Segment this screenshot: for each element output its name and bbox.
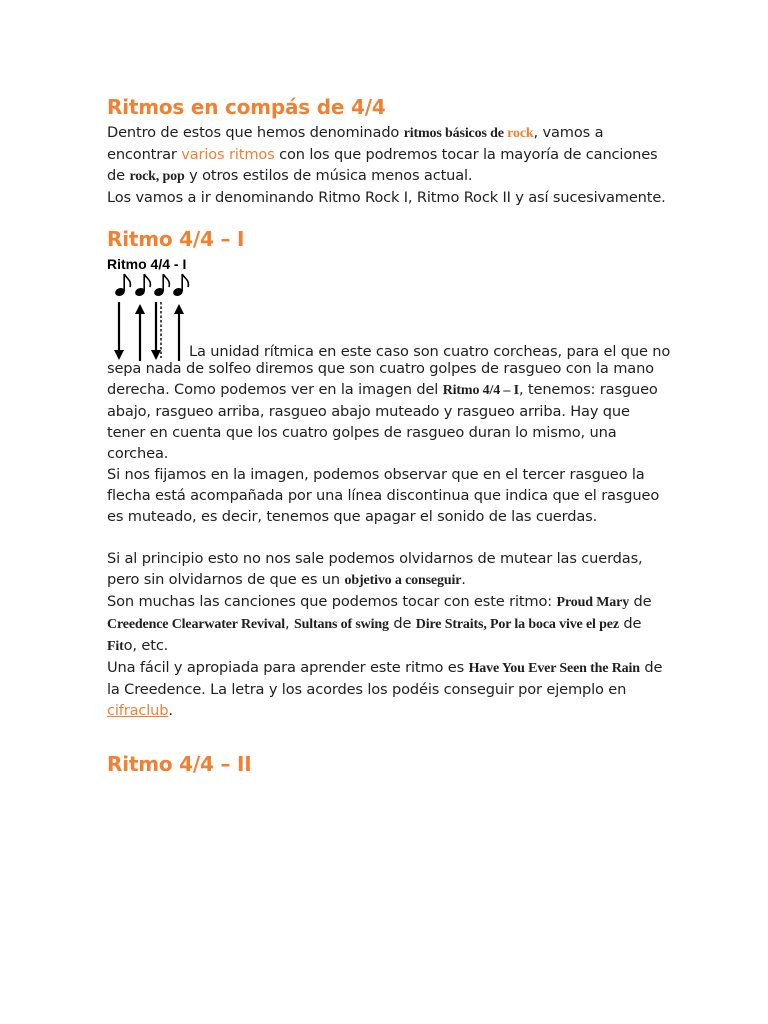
songs-text-g: de: [388, 615, 416, 632]
songs-text-i: ,: [483, 617, 491, 632]
intro-bold-ritmos-basicos: ritmos básicos de: [403, 126, 508, 141]
songs-paragraph: [107, 591, 667, 657]
mute-tip-text-a: Si al principio esto no nos sale podemos olvidarnos de mutear las cuerdas, pero sin olvidarnos de que es un: [107, 550, 643, 588]
mute-tip-bold-goal: objetivo a conseguir: [344, 573, 462, 588]
intro-text-d: , vamos a encontrar: [107, 124, 604, 163]
eighth-note-icon: [114, 274, 130, 297]
artist-creedence: Creedence Clearwater Revival: [107, 617, 285, 632]
songs-text-m: o, etc.: [123, 637, 169, 654]
paragraph-gap: [107, 527, 667, 548]
intro-paragraph: [107, 122, 667, 187]
intro-bold-rock-pop: rock, pop: [129, 169, 185, 184]
rhythm-bold-name: Ritmo 4/4 – I: [442, 383, 519, 398]
arrow-down-icon: [114, 302, 124, 360]
recommendation-text-c: de la Creedence. La letra y los acordes los podéis conseguir por ejemplo en: [107, 659, 663, 698]
eighth-note-icon: [134, 274, 150, 297]
rhythm-text-b: sepa nada de solfeo diremos que son cuatro golpes de rasgueo con la mano derecha. Como podemos ver en la imagen del: [107, 360, 654, 398]
arrow-up-icon: [135, 304, 145, 361]
varios-ritmos-link[interactable]: varios ritmos: [181, 146, 275, 163]
cifraclub-link[interactable]: cifraclub: [107, 702, 169, 719]
recommendation-text-d: .: [168, 702, 173, 719]
songs-text-k: de: [618, 615, 642, 632]
strum-pattern-diagram: [111, 272, 191, 364]
rhythm-paragraph: [107, 358, 667, 464]
rhythm-figure: [107, 256, 671, 360]
rhythm-text-d: , tenemos: rasgueo abajo, rasgueo arriba, rasgueo abajo muteado y rasgueo arriba. Hay que tener en cuenta que los cuatro golpes de rasgueo duran lo mismo, una corchea.: [107, 381, 658, 462]
article: [107, 92, 671, 779]
eighth-note-icon: [172, 274, 188, 297]
eighth-note-icon: [153, 274, 169, 297]
artist-fito: Fit: [107, 639, 124, 654]
song-por-la-boca: Por la boca vive el pez: [490, 617, 619, 632]
intro-text-e: con los que podremos tocar la mayoría de canciones de: [107, 146, 658, 184]
section-title-ritmos-compas: Ritmos en compás de 4/4: [107, 95, 386, 119]
intro-text-a: Dentro de estos que hemos denominado: [107, 124, 404, 141]
songs-text-c: de: [629, 593, 652, 610]
section-title-ritmo-i: Ritmo 4/4 – I: [107, 227, 245, 251]
intro-text-g: y otros estilos de música menos actual.: [184, 167, 473, 184]
recommendation-paragraph: [107, 657, 667, 721]
arrow-up-icon: [174, 304, 184, 361]
muted-explanation-paragraph: Si nos fijamos en la imagen, podemos observar que en el tercer rasgueo la flecha está acompañada por una línea discontinua que indica que el rasgueo es muteado, es decir, tenemos que apagar el sonido de las cuerdas.: [107, 466, 660, 525]
mute-tip-text-c: .: [461, 571, 466, 588]
arrow-down-muted-icon: [151, 302, 161, 360]
song-have-you-ever-seen-the-rain: Have You Ever Seen the Rain: [468, 661, 640, 676]
rhythm-figure-label: Ritmo 4/4 - I: [107, 256, 187, 272]
recommendation-text-a: Una fácil y apropiada para aprender este ritmo es: [107, 659, 469, 676]
intro-paragraph-2: Los vamos a ir denominando Ritmo Rock I, Ritmo Rock II y así sucesivamente.: [107, 189, 666, 206]
songs-text-a: Son muchas las canciones que podemos tocar con este ritmo:: [107, 593, 557, 610]
section-title-ritmo-ii: Ritmo 4/4 – II: [107, 752, 252, 776]
songs-text-e: ,: [285, 615, 294, 632]
artist-dire-straits: Dire Straits: [415, 617, 484, 632]
song-sultans-of-swing: Sultans of swing: [293, 617, 389, 632]
intro-bold-rock: rock: [507, 126, 534, 141]
song-proud-mary: Proud Mary: [556, 595, 630, 610]
mute-tip-paragraph: [107, 548, 667, 591]
rhythm-paragraph-start: La unidad rítmica en este caso son cuatro corcheas, para el que no: [189, 343, 671, 360]
